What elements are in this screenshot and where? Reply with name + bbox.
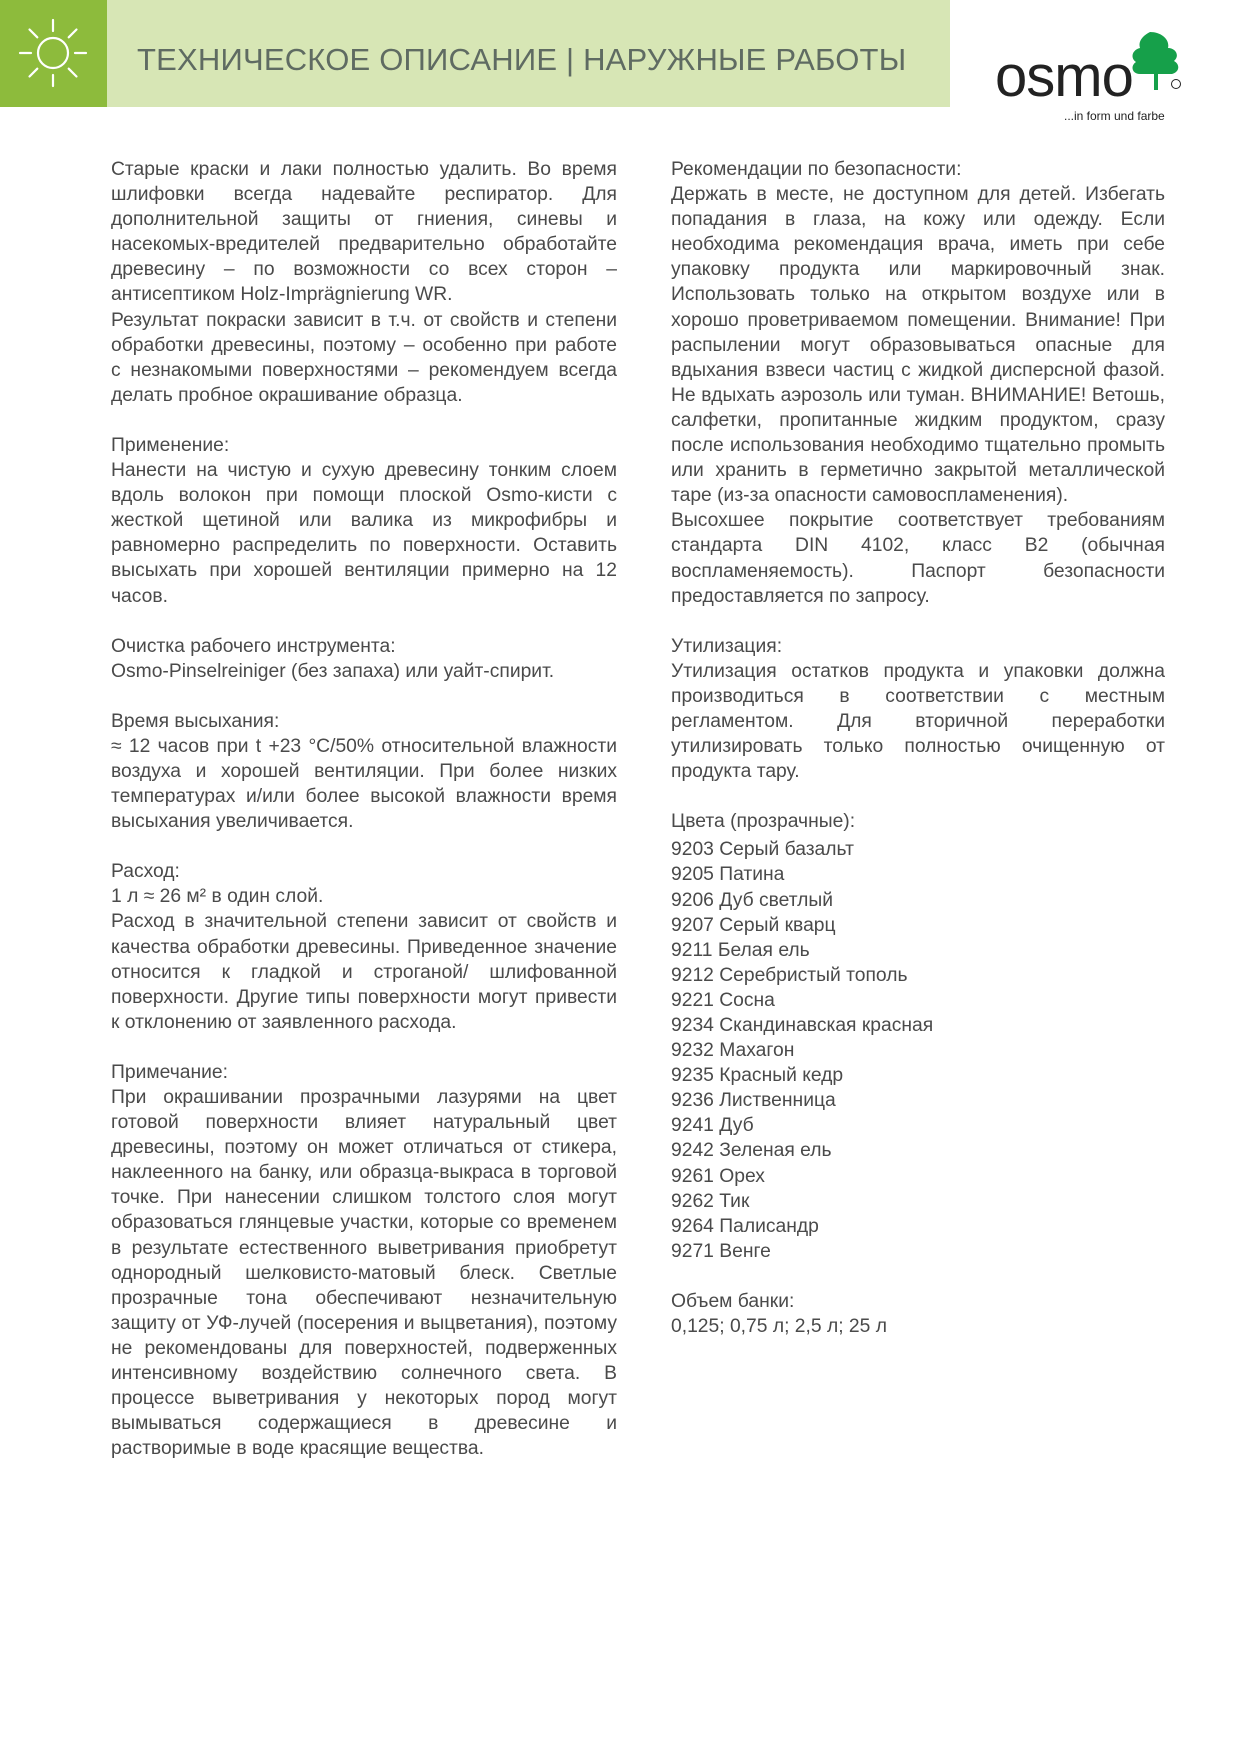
safety-heading: Рекомендации по безопасности: bbox=[671, 159, 962, 180]
consumption-section bbox=[111, 859, 617, 1035]
left-column bbox=[111, 157, 617, 1486]
intro-paragraph-1: Старые краски и лаки полностью удалить. Во время шлифовки всегда надевайте респиратор. Для дополнительной защиты от гниения, синевы и насекомых-вредителей предварительно обработайте древесину – по возможности со всех сторон – антисептиком Holz-Imprägnierung WR. bbox=[111, 159, 617, 306]
color-item: 9212 Серебристый тополь bbox=[671, 964, 908, 986]
color-item: 9264 Палисандр bbox=[671, 1215, 819, 1237]
drying-heading: Время высыхания: bbox=[111, 710, 280, 732]
color-item: 9221 Сосна bbox=[671, 989, 775, 1011]
logo-tagline: ...in form und farbe bbox=[1064, 109, 1165, 123]
cleaning-section bbox=[111, 634, 617, 684]
disposal-text: Утилизация остатков продукта и упаковки должна производиться в соответствии с местным регламентом. Для вторичной переработки утилизировать только полностью очищенную от продукта тару. bbox=[671, 660, 1165, 783]
consumption-heading: Расход: bbox=[111, 861, 180, 883]
consumption-rate: 1 л ≈ 26 м² в один слой. bbox=[111, 886, 324, 908]
color-item: 9234 Скандинавская красная bbox=[671, 1015, 934, 1036]
safety-text-1: Держать в месте, не доступном для детей. Избегать попадания в глаза, на кожу или одежду. Если необходима рекомендация врача, иметь при себе упаковку продукта или маркировочный знак. Использовать только на открытом воздухе или в хорошо проветриваемом помещении. Внимание! При распылении могут образовываться опасные для вдыхания взвеси частиц с жидкой дисперсной фазой. Не вдыхать аэрозоль или туман. ВНИМАНИЕ! Ветошь, салфетки, пропитанные жидким продуктом, сразу после использования необходимо тщательно промыть или хранить в герметично закрытой металлической таре (из-за опасности самовоспламенения). bbox=[671, 184, 1165, 507]
disposal-heading: Утилизация: bbox=[671, 635, 783, 657]
color-item: 9235 Красный кедр bbox=[671, 1065, 844, 1087]
color-item: 9242 Зеленая ель bbox=[671, 1140, 832, 1162]
color-item: 9271 Венге bbox=[671, 1240, 771, 1262]
colors-heading: Цвета (прозрачные): bbox=[671, 811, 856, 833]
color-item: 9232 Махагон bbox=[671, 1040, 795, 1062]
intro-section bbox=[111, 157, 617, 408]
note-section bbox=[111, 1060, 617, 1462]
osmo-logo bbox=[990, 28, 1200, 128]
logo-wordmark: osmo bbox=[995, 44, 1133, 109]
colors-section bbox=[671, 809, 1165, 1264]
color-item: 9261 Орех bbox=[671, 1165, 765, 1187]
application-heading: Применение: bbox=[111, 434, 230, 456]
intro-paragraph-2: Результат покраски зависит в т.ч. от свойств и степени обработки древесины, поэтому – особенно при работе с незнакомыми поверхностями – рекомендуем всегда делать пробное окрашивание образца. bbox=[111, 309, 617, 406]
header-band bbox=[107, 0, 950, 107]
volume-text: 0,125; 0,75 л; 2,5 л; 25 л bbox=[671, 1316, 887, 1338]
color-item: 9206 Дуб светлый bbox=[671, 889, 834, 911]
drying-text: ≈ 12 часов при t +23 °C/50% относительной влажности воздуха и хорошей вентиляции. При более низких температурах и/или более высокой влажности время высыхания увеличивается. bbox=[111, 735, 617, 833]
volume-heading: Объем банки: bbox=[671, 1290, 795, 1312]
sun-icon bbox=[0, 0, 107, 107]
color-item: 9262 Тик bbox=[671, 1190, 750, 1212]
color-item: 9207 Серый кварц bbox=[671, 914, 836, 936]
drying-section bbox=[111, 709, 617, 834]
page-title: ТЕХНИЧЕСКОЕ ОПИСАНИЕ | НАРУЖНЫЕ РАБОТЫ bbox=[137, 42, 907, 77]
color-item: 9211 Белая ель bbox=[671, 939, 810, 961]
safety-section bbox=[671, 157, 1165, 609]
colors-list bbox=[671, 837, 1165, 1264]
cleaning-heading: Очистка рабочего инструмента: bbox=[111, 635, 396, 657]
note-heading: Примечание: bbox=[111, 1061, 228, 1083]
cleaning-text: Osmo-Pinselreiniger (без запаха) или уайт-спирит. bbox=[111, 660, 555, 682]
safety-text-2: Высохшее покрытие соответствует требованиям стандарта DIN 4102, класс B2 (обычная воспламеняемость). Паспорт безопасности предоставляется по запросу. bbox=[671, 510, 1165, 607]
color-item: 9236 Лиственница bbox=[671, 1090, 836, 1112]
note-text: При окрашивании прозрачными лазурями на цвет готовой поверхности влияет натуральный цвет древесины, поэтому он может отличаться от стикера, наклеенного на банку, или образца-выкраса в торговой точке. При нанесении слишком толстого слоя могут образоваться глянцевые участки, которые со временем в результате естественного выветривания приобретут однородный шелковисто-матовый блеск. Светлые прозрачные тона обеспечивают незначительную защиту от УФ-лучей (посерения и выцветания), поэтому не рекомендованы для поверхностей, подверженных интенсивному воздействию солнечного света. В процессе выветривания у некоторых пород могут вымываться содержащиеся в древесине и растворимые в воде красящие вещества. bbox=[111, 1087, 617, 1460]
application-text: Нанести на чистую и сухую древесину тонким слоем вдоль волокон при помощи плоской Osmo-кисти с жесткой щетиной или валика из микрофибры и равномерно распределить по поверхности. Оставить высыхать при хорошей вентиляции примерно на 12 часов. bbox=[111, 460, 617, 607]
application-section bbox=[111, 433, 617, 609]
consumption-text: Расход в значительной степени зависит от свойств и качества обработки древесины. Приведенное значение относится к гладкой и строганой/ шлифованной поверхности. Другие типы поверхности могут привести к отклонению от заявленного расхода. bbox=[111, 911, 617, 1033]
color-item: 9241 Дуб bbox=[671, 1115, 754, 1137]
disposal-section bbox=[671, 634, 1165, 785]
right-column bbox=[671, 157, 1165, 1364]
color-item: 9203 Серый базальт bbox=[671, 839, 854, 861]
volume-section bbox=[671, 1289, 1165, 1339]
color-item: 9205 Патина bbox=[671, 864, 785, 886]
sun-icon-box bbox=[0, 0, 107, 107]
